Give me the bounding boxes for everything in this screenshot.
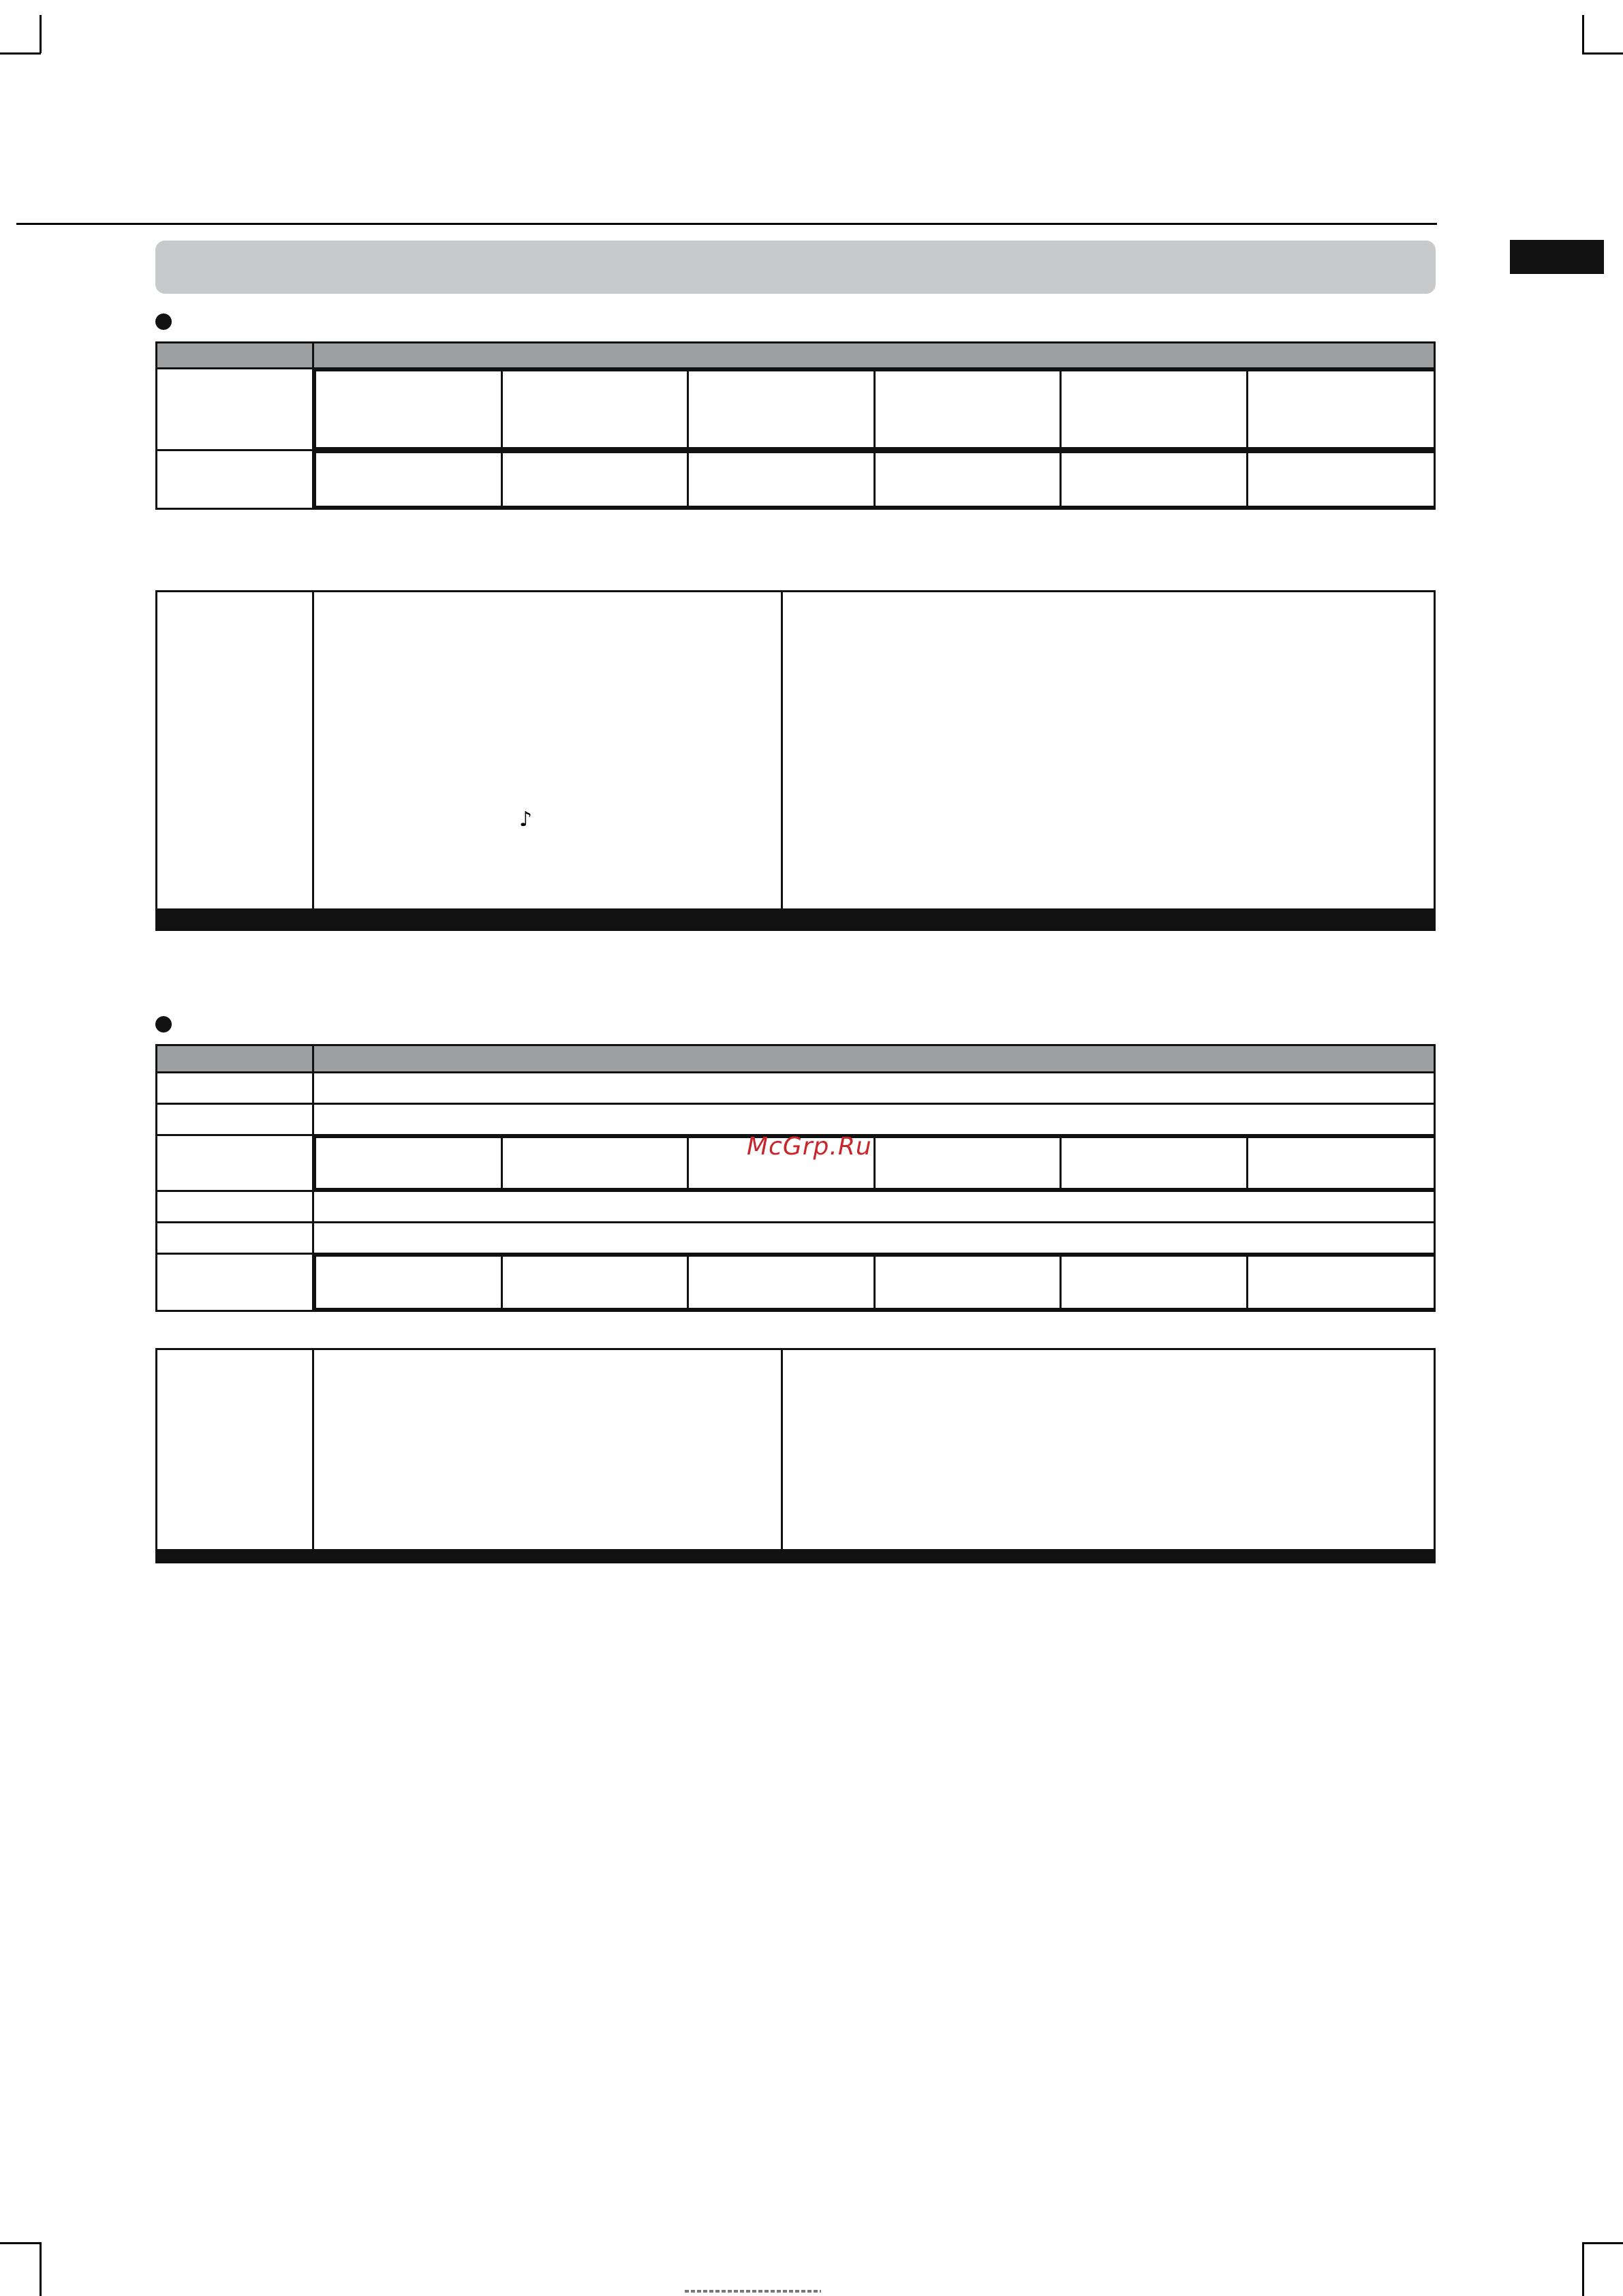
crop-mark-top-right-v [1582,15,1584,53]
table-value-cell [313,369,1435,450]
crop-mark-bottom-right-h [1582,2242,1623,2244]
footer-print-marks [685,2290,821,2293]
bullet-dot-icon [155,1016,172,1032]
spec-table-4 [155,1348,1436,1563]
crop-mark-top-left-v [40,15,42,53]
table-label-cell [157,1254,313,1311]
crop-mark-bottom-left-v [40,2242,42,2296]
watermark-text: McGrp.Ru [747,1133,872,1161]
spec-table-3 [155,1044,1436,1312]
spec-table-1 [155,341,1436,510]
spec-table-2 [155,590,1436,931]
table-value-cell [313,1254,1435,1311]
section-title-bar [155,241,1436,294]
music-note-icon: ♪ [519,808,533,831]
table-label-cell [157,369,313,450]
table-label-cell [157,1561,313,1563]
crop-mark-bottom-left-h [0,2242,41,2244]
table-label-cell [157,450,313,509]
crop-mark-bottom-right-v [1582,2242,1584,2296]
bullet-dot-icon [155,313,172,330]
crop-mark-top-right-h [1582,52,1623,55]
table-label-cell [157,1135,313,1191]
table-header-cell [157,343,313,369]
table-label-cell [157,928,313,930]
table-header-cell [313,1045,1435,1073]
chapter-tab-marker [1510,240,1604,274]
table-header-cell [157,1045,313,1073]
table-value-cell [313,1135,1435,1191]
crop-mark-top-left-h [0,52,41,55]
table-header-cell [313,343,1435,369]
table-value-cell [313,450,1435,509]
header-rule [16,223,1437,225]
